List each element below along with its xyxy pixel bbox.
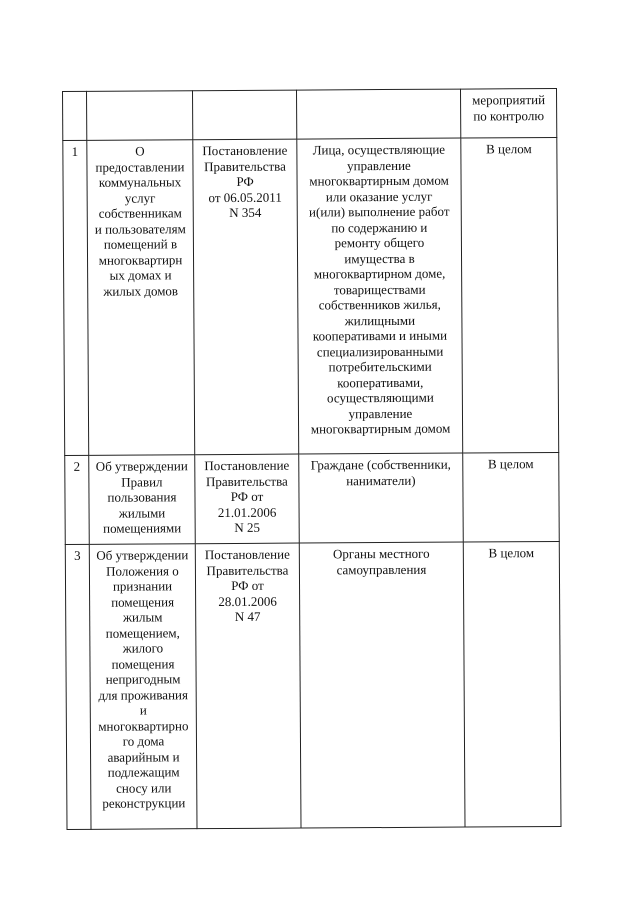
regulations-table <box>62 88 562 830</box>
table-row <box>65 452 560 544</box>
subjects-cell: Граждане (собственники, наниматели) <box>299 453 464 543</box>
subjects-cell: Органы местного самоуправления <box>299 542 465 828</box>
subjects-cell: Лица, осуществляющие управление многоквартирным домом или оказание услуг и(или) выполнение работ по содержанию и ремонту общего имущества в многоквартирном доме, товариществами собственников жилья, жилищными кооперативами и иными специализированными потребительскими кооперативами, осуществляющими управление многоквартирным домом <box>297 138 463 454</box>
act-name-cell: О предоставлении коммунальных услуг собственникам и пользователям помещений в многоквартирн ых домах и жилых домов <box>87 140 195 456</box>
header-cell-name <box>87 91 193 141</box>
table-row <box>65 541 561 829</box>
header-cell-number <box>63 91 87 140</box>
act-details-cell: Постановление Правительства РФ от 28.01.2006 N 47 <box>195 543 301 829</box>
act-details-cell: Постановление Правительства РФ от 21.01.2006 N 25 <box>195 454 300 544</box>
header-cell-subjects <box>296 89 460 139</box>
row-number-cell: 3 <box>65 544 91 829</box>
scope-cell: В целом <box>463 452 560 542</box>
scope-cell: В целом <box>461 137 559 453</box>
act-details-cell: Постановление Правительства РФ от 06.05.2011 N 354 <box>193 139 299 455</box>
table-header-row <box>63 88 557 140</box>
header-cell-control-scope: мероприятий по контролю <box>460 88 556 138</box>
header-cell-act <box>193 90 297 140</box>
scope-cell: В целом <box>463 541 561 827</box>
act-name-cell: Об утверждении Положения о признании помещения жилым помещением, жилого помещения непригодным для проживания и многоквартирно го дома аварийным и подлежащим сносу или реконструкции <box>89 544 197 830</box>
row-number-cell: 1 <box>63 140 89 455</box>
table-row <box>63 137 559 455</box>
row-number-cell: 2 <box>65 455 90 544</box>
act-name-cell: Об утверждении Правил пользования жилыми помещениями <box>89 455 196 545</box>
